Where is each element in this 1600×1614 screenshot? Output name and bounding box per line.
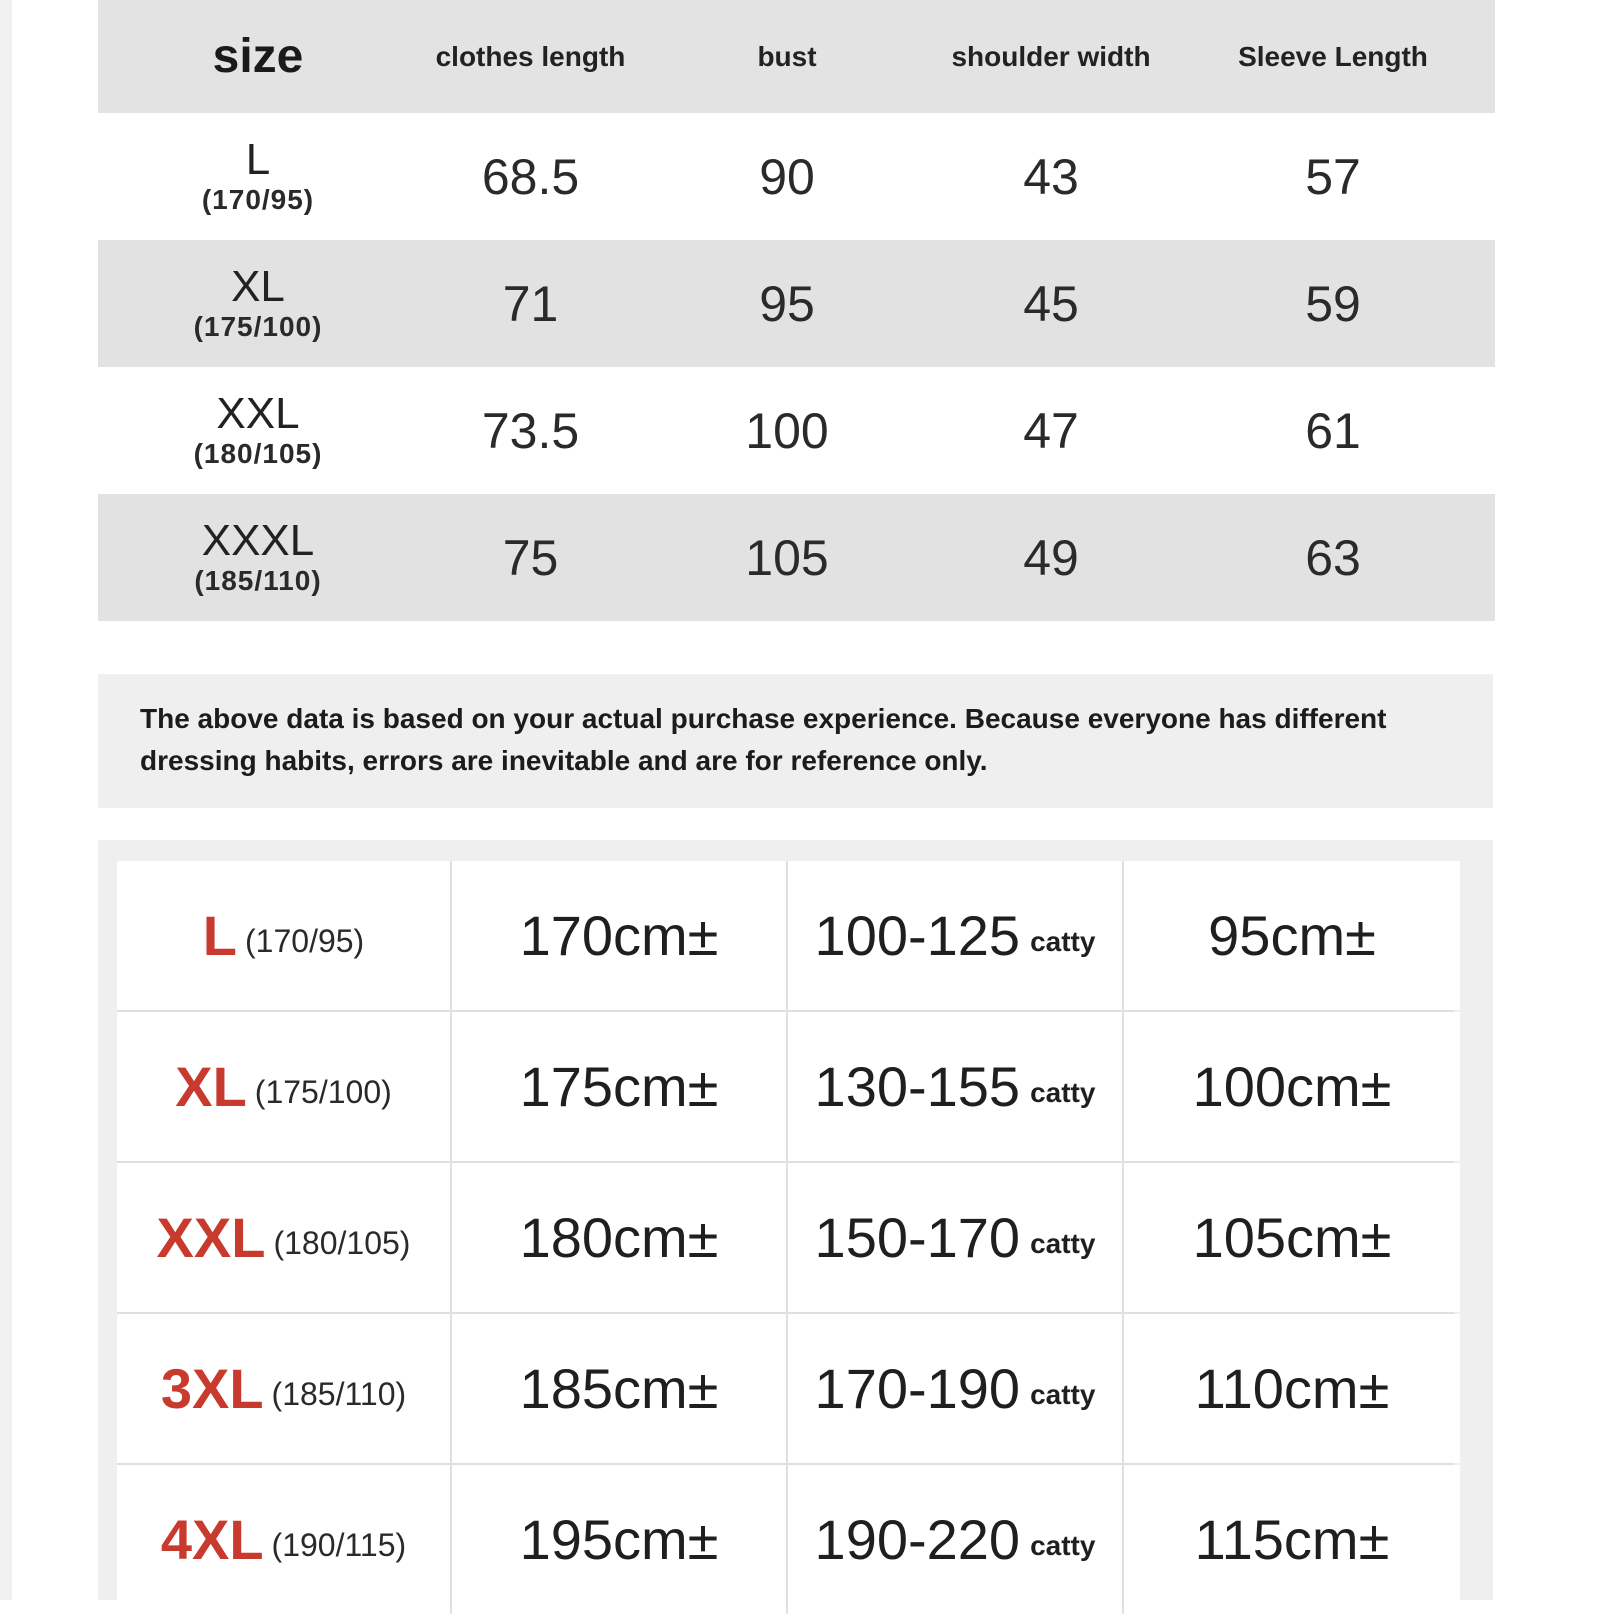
size-chart-header	[98, 0, 1495, 113]
grid-weight-unit: catty	[1030, 1529, 1096, 1561]
shoulder-width-value: 43	[1023, 148, 1079, 205]
sleeve-length-value: 59	[1305, 275, 1361, 332]
size-cell	[98, 515, 418, 598]
header-sleeve-length: Sleeve Length	[1238, 40, 1428, 72]
grid-weight-value: 100-125	[814, 904, 1021, 967]
grid-size-ref: (180/105)	[273, 1225, 411, 1261]
grid-size-label: XL	[175, 1055, 247, 1118]
size-label: L	[245, 134, 271, 184]
clothes-length-value: 68.5	[481, 148, 580, 205]
header-clothes-length: clothes length	[435, 40, 626, 72]
grid-weight-unit: catty	[1030, 925, 1096, 957]
size-ref: (175/100)	[193, 310, 323, 342]
grid-size-label: XXL	[156, 1206, 266, 1269]
bust-value: 100	[745, 402, 829, 459]
grid-height-value: 180cm±	[452, 1163, 786, 1312]
header-bust: bust	[757, 40, 817, 72]
grid-weight-unit: catty	[1030, 1227, 1096, 1259]
grid-height-value: 195cm±	[452, 1465, 786, 1614]
grid-bust-value: 105cm±	[1124, 1163, 1460, 1312]
size-cell	[98, 388, 418, 471]
size-reference-grid	[117, 861, 1454, 1614]
bust-value: 105	[745, 529, 829, 586]
table-row	[98, 494, 1495, 621]
grid-size-ref: (185/110)	[271, 1376, 407, 1412]
disclaimer-note: The above data is based on your actual purchase experience. Because everyone has different dressing habits, errors are inevitable and are for reference only.	[98, 674, 1493, 808]
grid-weight-unit: catty	[1030, 1378, 1096, 1410]
size-cell	[98, 261, 418, 344]
size-ref: (185/110)	[194, 564, 322, 596]
grid-size-label: L	[202, 904, 238, 967]
table-row	[98, 240, 1495, 367]
grid-bust-value: 115cm±	[1124, 1465, 1460, 1614]
grid-weight-value: 130-155	[814, 1055, 1021, 1118]
sleeve-length-value: 57	[1305, 148, 1361, 205]
sleeve-length-value: 61	[1305, 402, 1361, 459]
grid-weight-cell	[788, 1314, 1122, 1463]
grid-height-value: 185cm±	[452, 1314, 786, 1463]
shoulder-width-value: 45	[1023, 275, 1079, 332]
grid-weight-cell	[788, 1163, 1122, 1312]
sleeve-length-value: 63	[1305, 529, 1361, 586]
grid-bust-value: 95cm±	[1124, 861, 1460, 1010]
grid-weight-unit: catty	[1030, 1076, 1096, 1108]
grid-size-cell	[117, 1012, 450, 1161]
bust-value: 95	[759, 275, 815, 332]
size-chart-table	[98, 0, 1495, 621]
grid-height-value: 175cm±	[452, 1012, 786, 1161]
shoulder-width-value: 47	[1023, 402, 1079, 459]
size-label: XXL	[216, 388, 300, 438]
size-ref: (170/95)	[201, 183, 315, 215]
bust-value: 90	[759, 148, 815, 205]
grid-size-cell	[117, 861, 450, 1010]
clothes-length-value: 75	[502, 529, 559, 586]
size-label: XL	[231, 261, 285, 311]
grid-size-label: 3XL	[160, 1357, 264, 1420]
clothes-length-value: 71	[502, 275, 559, 332]
table-row	[98, 113, 1495, 240]
grid-weight-value: 170-190	[814, 1357, 1021, 1420]
grid-size-ref: (190/115)	[271, 1527, 407, 1563]
grid-bust-value: 110cm±	[1124, 1314, 1460, 1463]
grid-bust-value: 100cm±	[1124, 1012, 1460, 1161]
grid-weight-cell	[788, 1465, 1122, 1614]
grid-size-cell	[117, 1314, 450, 1463]
shoulder-width-value: 49	[1023, 529, 1079, 586]
page-edge	[0, 0, 12, 1600]
grid-weight-cell	[788, 861, 1122, 1010]
size-reference-panel	[98, 840, 1493, 1600]
grid-size-ref: (175/100)	[254, 1074, 392, 1110]
header-shoulder-width: shoulder width	[951, 40, 1151, 72]
grid-height-value: 170cm±	[452, 861, 786, 1010]
grid-size-cell	[117, 1163, 450, 1312]
size-cell	[98, 134, 418, 217]
grid-weight-value: 190-220	[814, 1508, 1021, 1571]
grid-weight-value: 150-170	[814, 1206, 1021, 1269]
grid-size-ref: (170/95)	[245, 923, 365, 959]
grid-weight-cell	[788, 1012, 1122, 1161]
clothes-length-value: 73.5	[481, 402, 580, 459]
size-label: XXXL	[201, 515, 315, 565]
header-size: size	[212, 30, 304, 83]
grid-size-cell	[117, 1465, 450, 1614]
size-ref: (180/105)	[193, 437, 323, 469]
grid-size-label: 4XL	[160, 1508, 264, 1571]
table-row	[98, 367, 1495, 494]
